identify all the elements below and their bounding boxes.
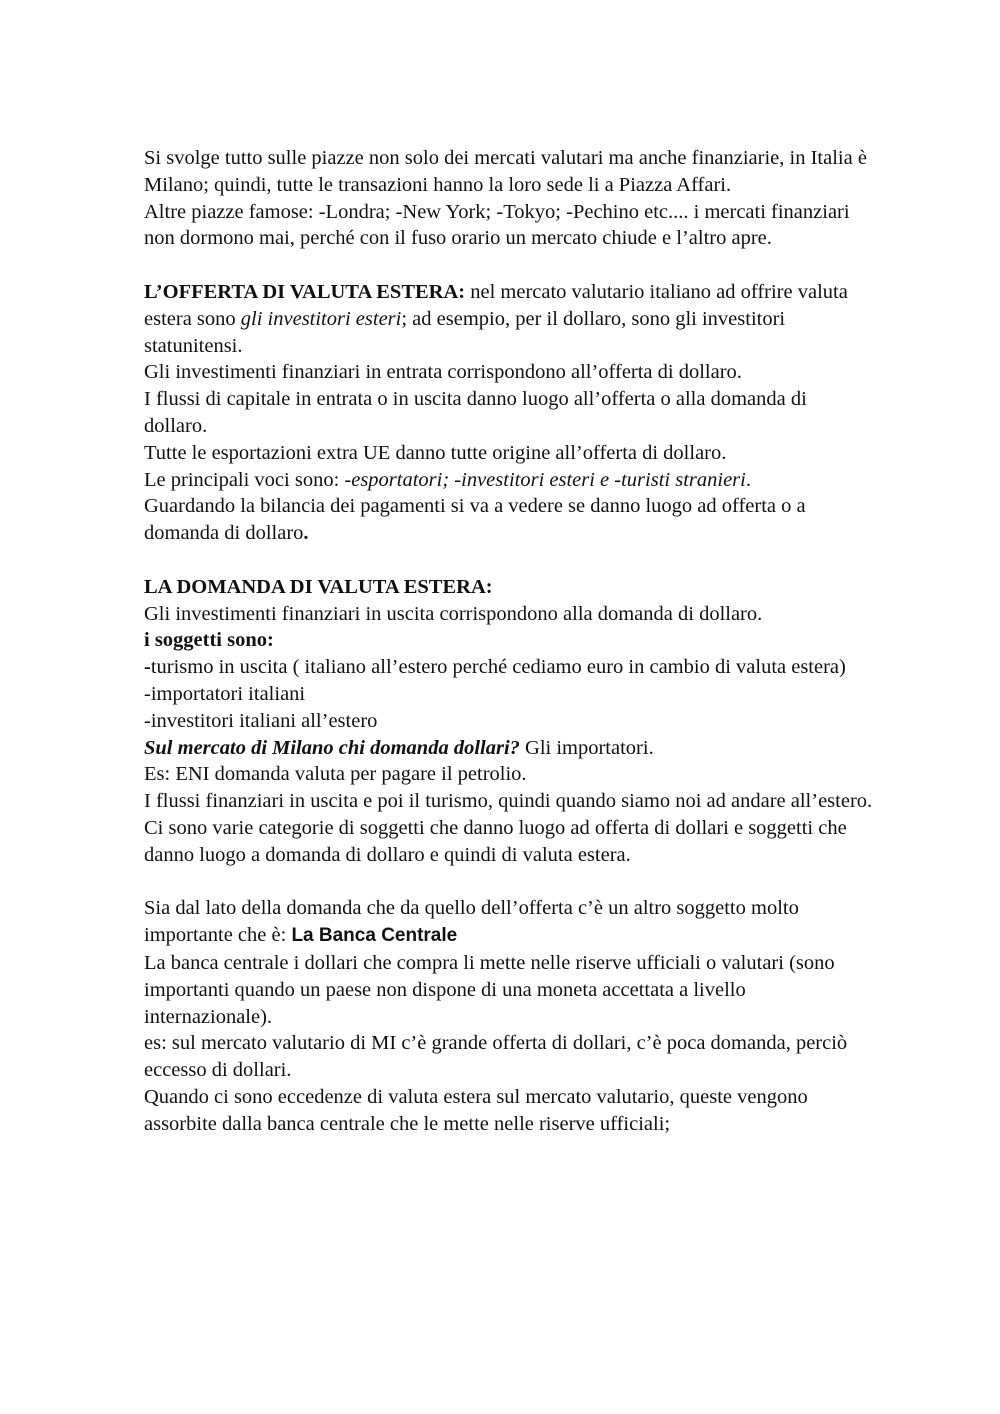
domanda-list-item-1 [144,654,874,681]
domanda-paragraph-1: Gli investimenti finanziari in uscita corrispondono alla domanda di dollaro. [144,602,763,625]
domanda-example: Es: ENI domanda valuta per pagare il petrolio. [144,763,527,786]
domanda-question: Sul mercato di Milano chi domanda dollari? [144,736,520,759]
intro-paragraph-1: Si svolge tutto sulle piazze non solo dei mercati valutari ma anche finanziarie, in Italia è Milano; quindi, tutte le transazioni hanno la loro sede li a Piazza Affari. [144,147,867,196]
intro-paragraph-2: Altre piazze famose: -Londra; -New York; -Tokyo; -Pechino etc.... i mercati finanziari non dormono mai, perché con il fuso orario un mercato chiude e l’altro apre. [144,200,850,250]
banca-centrale-label: La Banca Centrale [291,925,458,947]
offerta-paragraph-2: Gli investimenti finanziari in entrata corrispondono all’offerta di dollaro. [144,361,742,384]
banca-paragraph-4: Quando ci sono eccedenze di valuta estera sul mercato valutario, queste vengono assorbite dalla banca centrale che le mette nelle riserve ufficiali; [144,1085,808,1135]
offerta-voci-label: Le principali voci sono: [144,468,345,491]
offerta-paragraph-1 [144,279,874,359]
offerta-paragraph-3: I flussi di capitale in entrata o in uscita danno luogo all’offerta o alla domanda di dollaro. [144,388,807,437]
domanda-answer: Gli importatori. [519,736,654,759]
domanda-heading-text: LA DOMANDA DI VALUTA ESTERA: [144,575,493,598]
domanda-question-line [144,735,874,762]
offerta-text-b: ; ad esempio, per il dollaro, sono gli investitori statunitensi. [144,307,786,357]
offerta-paragraph-4: Tutte le esportazioni extra UE danno tutte origine all’offerta di dollaro. [144,441,727,464]
domanda-list-item-1-text: turismo in uscita ( italiano all’estero perché cediamo euro in cambio di valuta estera) [150,656,846,679]
domanda-list-item-2: -importatori italiani [144,682,306,705]
blank-line [144,547,874,574]
domanda-list-item-3: -investitori italiani all’estero [144,709,378,732]
banca-paragraph-3: es: sul mercato valutario di MI c’è grande offerta di dollari, c’è poca domanda, perciò eccesso di dollari. [144,1032,848,1082]
document-page [144,145,874,1137]
banca-intro-text: Sia dal lato della domanda che da quello dell’offerta c’è un altro soggetto molto importante che è: [144,897,799,947]
banca-paragraph-1 [144,895,874,950]
offerta-paragraph-5 [144,467,874,494]
offerta-bilancia-period: . [303,522,309,545]
domanda-paragraph-flussi: I flussi finanziari in uscita e poi il turismo, quindi quando siamo noi ad andare all’estero. Ci sono varie categorie di soggetti che danno luogo ad offerta di dollari e soggetti che danno luogo a domanda di dollaro e quindi di valuta estera. [144,790,873,866]
offerta-italic: gli investitori esteri [240,307,402,330]
domanda-soggetti-text: i soggetti sono: [144,629,274,652]
domanda-soggetti-label [144,627,874,654]
domanda-heading [144,574,874,601]
blank-line [144,869,874,896]
offerta-voci-end: . [745,468,751,491]
blank-line [144,252,874,279]
offerta-bilancia-text: Guardando la bilancia dei pagamenti si va a vedere se danno luogo ad offerta o a domanda di dollaro [144,495,806,545]
offerta-paragraph-6 [144,493,874,547]
domanda-list-item-1-dash: - [144,656,151,679]
offerta-text-a: nel mercato valutario italiano ad offrire valuta estera sono [144,280,848,330]
offerta-heading: L’OFFERTA DI VALUTA ESTERA: [144,280,466,303]
banca-paragraph-2: La banca centrale i dollari che compra li mette nelle riserve ufficiali o valutari (sono importanti quando un paese non dispone di una moneta accettata a livello internazionale). [144,951,835,1028]
offerta-voci-list: -esportatori; -investitori esteri e -turisti stranieri [344,468,746,491]
